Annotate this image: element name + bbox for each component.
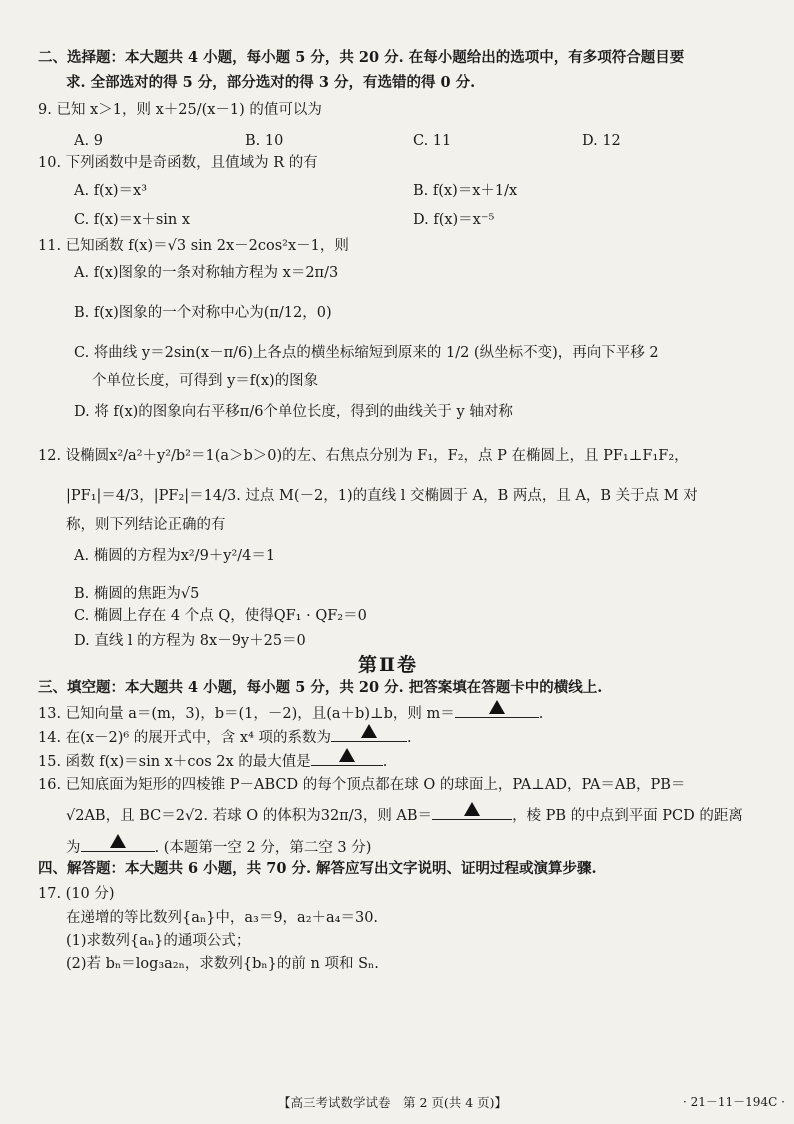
q12-option-d: D. 直线 l 的方程为 8x－9y＋25＝0 (74, 633, 306, 649)
q17-head: 17. (10 分) (38, 886, 115, 902)
q12-option-b: B. 椭圆的焦距为√5 (74, 586, 200, 602)
q16-line2 (66, 805, 743, 826)
q12-stem-line3: 称，则下列结论正确的有 (66, 517, 226, 533)
q16-text-d: . (本题第一空 2 分，第二空 3 分) (154, 840, 372, 856)
q11-option-c-line1: C. 将曲线 y＝2sin(x－π/6)上各点的横坐标缩短到原来的 1/2 (纵坐标不变)，再向下平移 2 (74, 345, 659, 361)
q12-stem-line2: |PF₁|＝4/3，|PF₂|＝14/3. 过点 M(－2，1)的直线 l 交椭圆于 A，B 两点，且 A，B 关于点 M 对 (66, 488, 698, 504)
q14-text: 14. 在(x－2)⁶ 的展开式中，含 x⁴ 项的系数为 (38, 730, 332, 746)
triangle-icon (489, 700, 505, 714)
q9-stem: 9. 已知 x＞1，则 x＋25/(x－1) 的值可以为 (38, 102, 322, 118)
q16-text-b: ，棱 PB 的中点到平面 PCD 的距离 (512, 808, 743, 824)
q16-text-c: 为 (66, 840, 81, 856)
triangle-icon (361, 724, 377, 738)
q16-line3 (66, 837, 371, 858)
q10-option-c: C. f(x)＝x＋sin x (74, 212, 191, 228)
q12-option-a: A. 椭圆的方程为x²/9＋y²/4＝1 (74, 548, 276, 564)
q9-option-a: A. 9 (74, 133, 103, 149)
q15-text: 15. 函数 f(x)＝sin x＋cos 2x 的最大值是 (38, 754, 311, 770)
q16-answer-blank-1[interactable] (432, 805, 512, 820)
q14-line (38, 727, 412, 748)
q11-stem: 11. 已知函数 f(x)＝√3 sin 2x－2cos²x－1，则 (38, 238, 349, 254)
q12-stem-line1: 12. 设椭圆x²/a²＋y²/b²＝1(a＞b＞0)的左、右焦点分别为 F₁，F₂，点 P 在椭圆上，且 PF₁⊥F₁F₂， (38, 448, 689, 464)
q14-answer-blank[interactable] (331, 727, 407, 742)
q9-option-c: C. 11 (413, 133, 452, 149)
q11-option-b: B. f(x)图象的一个对称中心为(π/12，0) (74, 305, 332, 321)
triangle-icon (464, 802, 480, 816)
part2-heading: 第Ⅱ卷 (358, 654, 419, 676)
section2-title-line1: 二、选择题：本大题共 4 小题，每小题 5 分，共 20 分. 在每小题给出的选项中，有多项符合题目要 (38, 49, 685, 66)
q11-option-c-line2: 个单位长度，可得到 y＝f(x)的图象 (92, 373, 319, 389)
q16-line1: 16. 已知底面为矩形的四棱锥 P－ABCD 的每个顶点都在球 O 的球面上，PA⊥AD，PA＝AB，PB＝ (38, 777, 686, 793)
q15-answer-blank[interactable] (311, 751, 383, 766)
q16-text-a: √2AB，且 BC＝2√2. 若球 O 的体积为32π/3，则 AB＝ (66, 808, 433, 824)
q13-period: . (538, 706, 544, 722)
q17-line1: 在递增的等比数列{aₙ}中，a₃＝9，a₂＋a₄＝30. (66, 910, 379, 926)
q15-period: . (382, 754, 388, 770)
triangle-icon (110, 834, 126, 848)
section3-title: 三、填空题：本大题共 4 小题，每小题 5 分，共 20 分. 把答案填在答题卡中的横线上. (38, 679, 603, 696)
triangle-icon (339, 748, 355, 762)
q13-text: 13. 已知向量 a＝(m，3)，b＝(1，－2)，且(a＋b)⊥b，则 m＝ (38, 706, 455, 722)
q12-option-c: C. 椭圆上存在 4 个点 Q，使得QF₁ · QF₂＝0 (74, 608, 367, 624)
q9-option-b: B. 10 (245, 133, 284, 149)
q9-option-d: D. 12 (582, 133, 621, 149)
section2-title-line2: 求. 全部选对的得 5 分，部分选对的得 3 分，有选错的得 0 分. (66, 74, 476, 91)
q16-answer-blank-2[interactable] (81, 837, 155, 852)
q10-option-a: A. f(x)＝x³ (74, 183, 148, 199)
q10-option-d: D. f(x)＝x⁻⁵ (413, 212, 495, 228)
q17-line2: (1)求数列{aₙ}的通项公式； (66, 933, 251, 949)
q13-answer-blank[interactable] (455, 703, 539, 718)
q11-option-d: D. 将 f(x)的图象向右平移π/6个单位长度，得到的曲线关于 y 轴对称 (74, 404, 513, 420)
q10-option-b: B. f(x)＝x＋1/x (413, 183, 518, 199)
q14-period: . (407, 730, 412, 746)
q17-line3: (2)若 bₙ＝log₃a₂ₙ，求数列{bₙ}的前 n 项和 Sₙ. (66, 956, 379, 972)
q15-line (38, 751, 387, 772)
q11-option-a: A. f(x)图象的一条对称轴方程为 x＝2π/3 (74, 265, 339, 281)
q10-stem: 10. 下列函数中是奇函数，且值域为 R 的有 (38, 155, 318, 171)
section4-title: 四、解答题：本大题共 6 小题，共 70 分. 解答应写出文字说明、证明过程或演算步骤. (38, 860, 597, 877)
exam-code: · 21－11－194C · (683, 1095, 785, 1109)
page-footer: 【高三考试数学试卷 第 2 页(共 4 页)】 (278, 1095, 508, 1110)
q13-line (38, 703, 543, 724)
